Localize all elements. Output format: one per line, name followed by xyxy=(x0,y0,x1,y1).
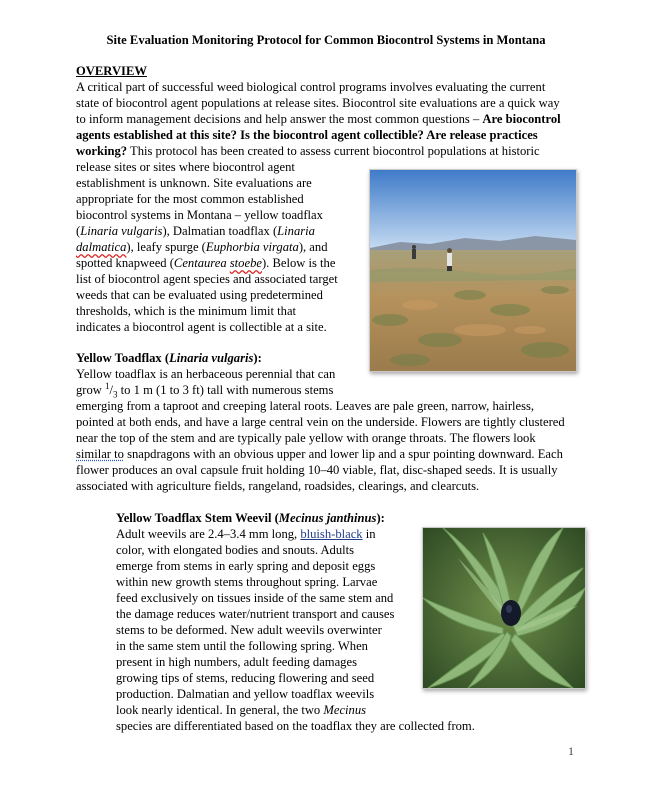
overview-text: to inform management decisions and help answer the most common questions – xyxy=(76,112,483,126)
overview-text: ). Below is the xyxy=(261,256,336,270)
overview-heading: OVERVIEW xyxy=(76,64,147,78)
species-name: Centaurea xyxy=(173,256,230,270)
heading-text: Yellow Toadflax ( xyxy=(76,351,170,365)
overview-line: weeds that can be evaluated using predetermined xyxy=(76,288,323,302)
yellow-toadflax-heading xyxy=(76,350,262,366)
overview-line: appropriate for the most common established xyxy=(76,192,304,206)
toadflax-text: snapdragons with an obvious upper and lower lip and a spur pointing downward. Each xyxy=(123,447,563,461)
overview-line: state of biocontrol agent populations at release sites. Biocontrol site evaluations are a quick way xyxy=(76,96,560,110)
weevil-line: color, with elongated bodies and snouts. Adults xyxy=(116,543,355,557)
toadflax-line: associated with agriculture fields, rangeland, roadsides, clearings, and clearcuts. xyxy=(76,479,480,493)
toadflax-line: emerging from a taproot and creeping lateral roots. Leaves are pale green, narrow, hairless, xyxy=(76,399,535,413)
overview-line: biocontrol systems in Montana – yellow toadflax xyxy=(76,208,323,222)
weevil-line: production. Dalmatian and yellow toadflax weevils xyxy=(116,687,375,701)
overview-question: Are biocontrol xyxy=(482,112,561,126)
weevil-line: emerge from stems in early spring and deposit eggs xyxy=(116,559,376,573)
fraction-separator: / xyxy=(109,383,114,397)
overview-question: working? xyxy=(76,144,128,158)
species-name: Euphorbia virgata xyxy=(205,240,299,254)
toadflax-line: flower produces an oval capsule fruit holding 10–40 viable, flat, disc-shaped seeds. It is usually xyxy=(76,463,558,477)
toadflax-line: near the top of the stem and are typically pale yellow with orange throats. The flowers look xyxy=(76,431,536,445)
toadflax-text: to 1 m (1 to 3 ft) tall with numerous stems xyxy=(117,383,334,397)
overview-line xyxy=(76,111,561,127)
toadflax-line: Yellow toadflax is an herbaceous perennial that can xyxy=(76,367,336,381)
toadflax-line xyxy=(76,446,563,462)
overview-text: ), Dalmatian toadflax ( xyxy=(162,224,278,238)
overview-text: spotted knapweed ( xyxy=(76,256,174,270)
weevil-line: feed exclusively on tissues inside of the same stem and xyxy=(116,591,394,605)
species-name: dalmatica xyxy=(76,240,127,254)
species-name: Mecinus janthinus xyxy=(278,511,377,525)
weevil-line: present in high numbers, adult feeding damages xyxy=(116,655,357,669)
weevil-text: look nearly identical. In general, the two xyxy=(116,703,324,717)
species-name: stoebe xyxy=(229,256,262,270)
bluish-black-link[interactable]: bluish-black xyxy=(300,527,363,541)
grammar-flagged-text: similar to xyxy=(76,447,124,461)
toadflax-line xyxy=(76,382,333,398)
overview-text: ( xyxy=(76,224,81,238)
species-name: Linaria vulgaris xyxy=(80,224,163,238)
weevil-text: in xyxy=(362,527,376,541)
weevil-line: growing tips of stems, reducing flowering and seed xyxy=(116,671,375,685)
weevil-text: Adult weevils are 2.4–3.4 mm long, xyxy=(116,527,301,541)
overview-line: release sites or sites where biocontrol agent xyxy=(76,160,295,174)
document-title: Site Evaluation Monitoring Protocol for Common Biocontrol Systems in Montana xyxy=(106,33,546,47)
field-photo-image xyxy=(370,170,576,371)
weevil-line xyxy=(116,526,376,542)
species-name: Linaria xyxy=(277,224,315,238)
fraction-denominator: 3 xyxy=(113,389,118,400)
species-name: Linaria vulgaris xyxy=(169,351,254,365)
overview-line: list of biocontrol agent species and associated target xyxy=(76,272,338,286)
fraction-numerator: 1 xyxy=(105,380,110,391)
overview-line xyxy=(76,255,335,271)
overview-line: indicates a biocontrol agent is collectible at a site. xyxy=(76,320,327,334)
overview-line: thresholds, which is the minimum limit that xyxy=(76,304,297,318)
weevil-line: within new growth stems throughout spring. Larvae xyxy=(116,575,378,589)
overview-text: ), and xyxy=(298,240,328,254)
heading-text: Yellow Toadflax Stem Weevil ( xyxy=(116,511,279,525)
weevil-photo xyxy=(422,527,586,689)
overview-line: A critical part of successful weed biological control programs involves evaluating the current xyxy=(76,80,546,94)
overview-question: agents established at this site? Is the biocontrol agent collectible? Are release practices xyxy=(76,128,538,142)
field-photo xyxy=(369,169,577,372)
weevil-heading xyxy=(116,510,385,526)
weevil-line: stems to be deformed. New adult weevils overwinter xyxy=(116,623,382,637)
overview-text: This protocol has been created to assess current biocontrol populations at historic xyxy=(127,144,540,158)
overview-line xyxy=(76,143,540,159)
overview-line xyxy=(76,223,315,239)
heading-text: ): xyxy=(253,351,262,365)
weevil-line: species are differentiated based on the toadflax they are collected from. xyxy=(116,719,475,733)
species-name: Mecinus xyxy=(323,703,367,717)
toadflax-line: pointed at both ends, and have a large central vein on the underside. Flowers are tightly clustered xyxy=(76,415,565,429)
overview-line xyxy=(76,239,328,255)
weevil-photo-image xyxy=(423,528,585,688)
heading-text: ): xyxy=(376,511,385,525)
toadflax-text: grow xyxy=(76,383,106,397)
weevil-line: the damage reduces water/nutrient transport and causes xyxy=(116,607,395,621)
page-number: 1 xyxy=(568,744,574,758)
overview-text: ), leafy spurge ( xyxy=(126,240,206,254)
weevil-line: in the same stem until the following spring. When xyxy=(116,639,368,653)
overview-line: establishment is unknown. Site evaluations are xyxy=(76,176,312,190)
weevil-line xyxy=(116,702,366,718)
